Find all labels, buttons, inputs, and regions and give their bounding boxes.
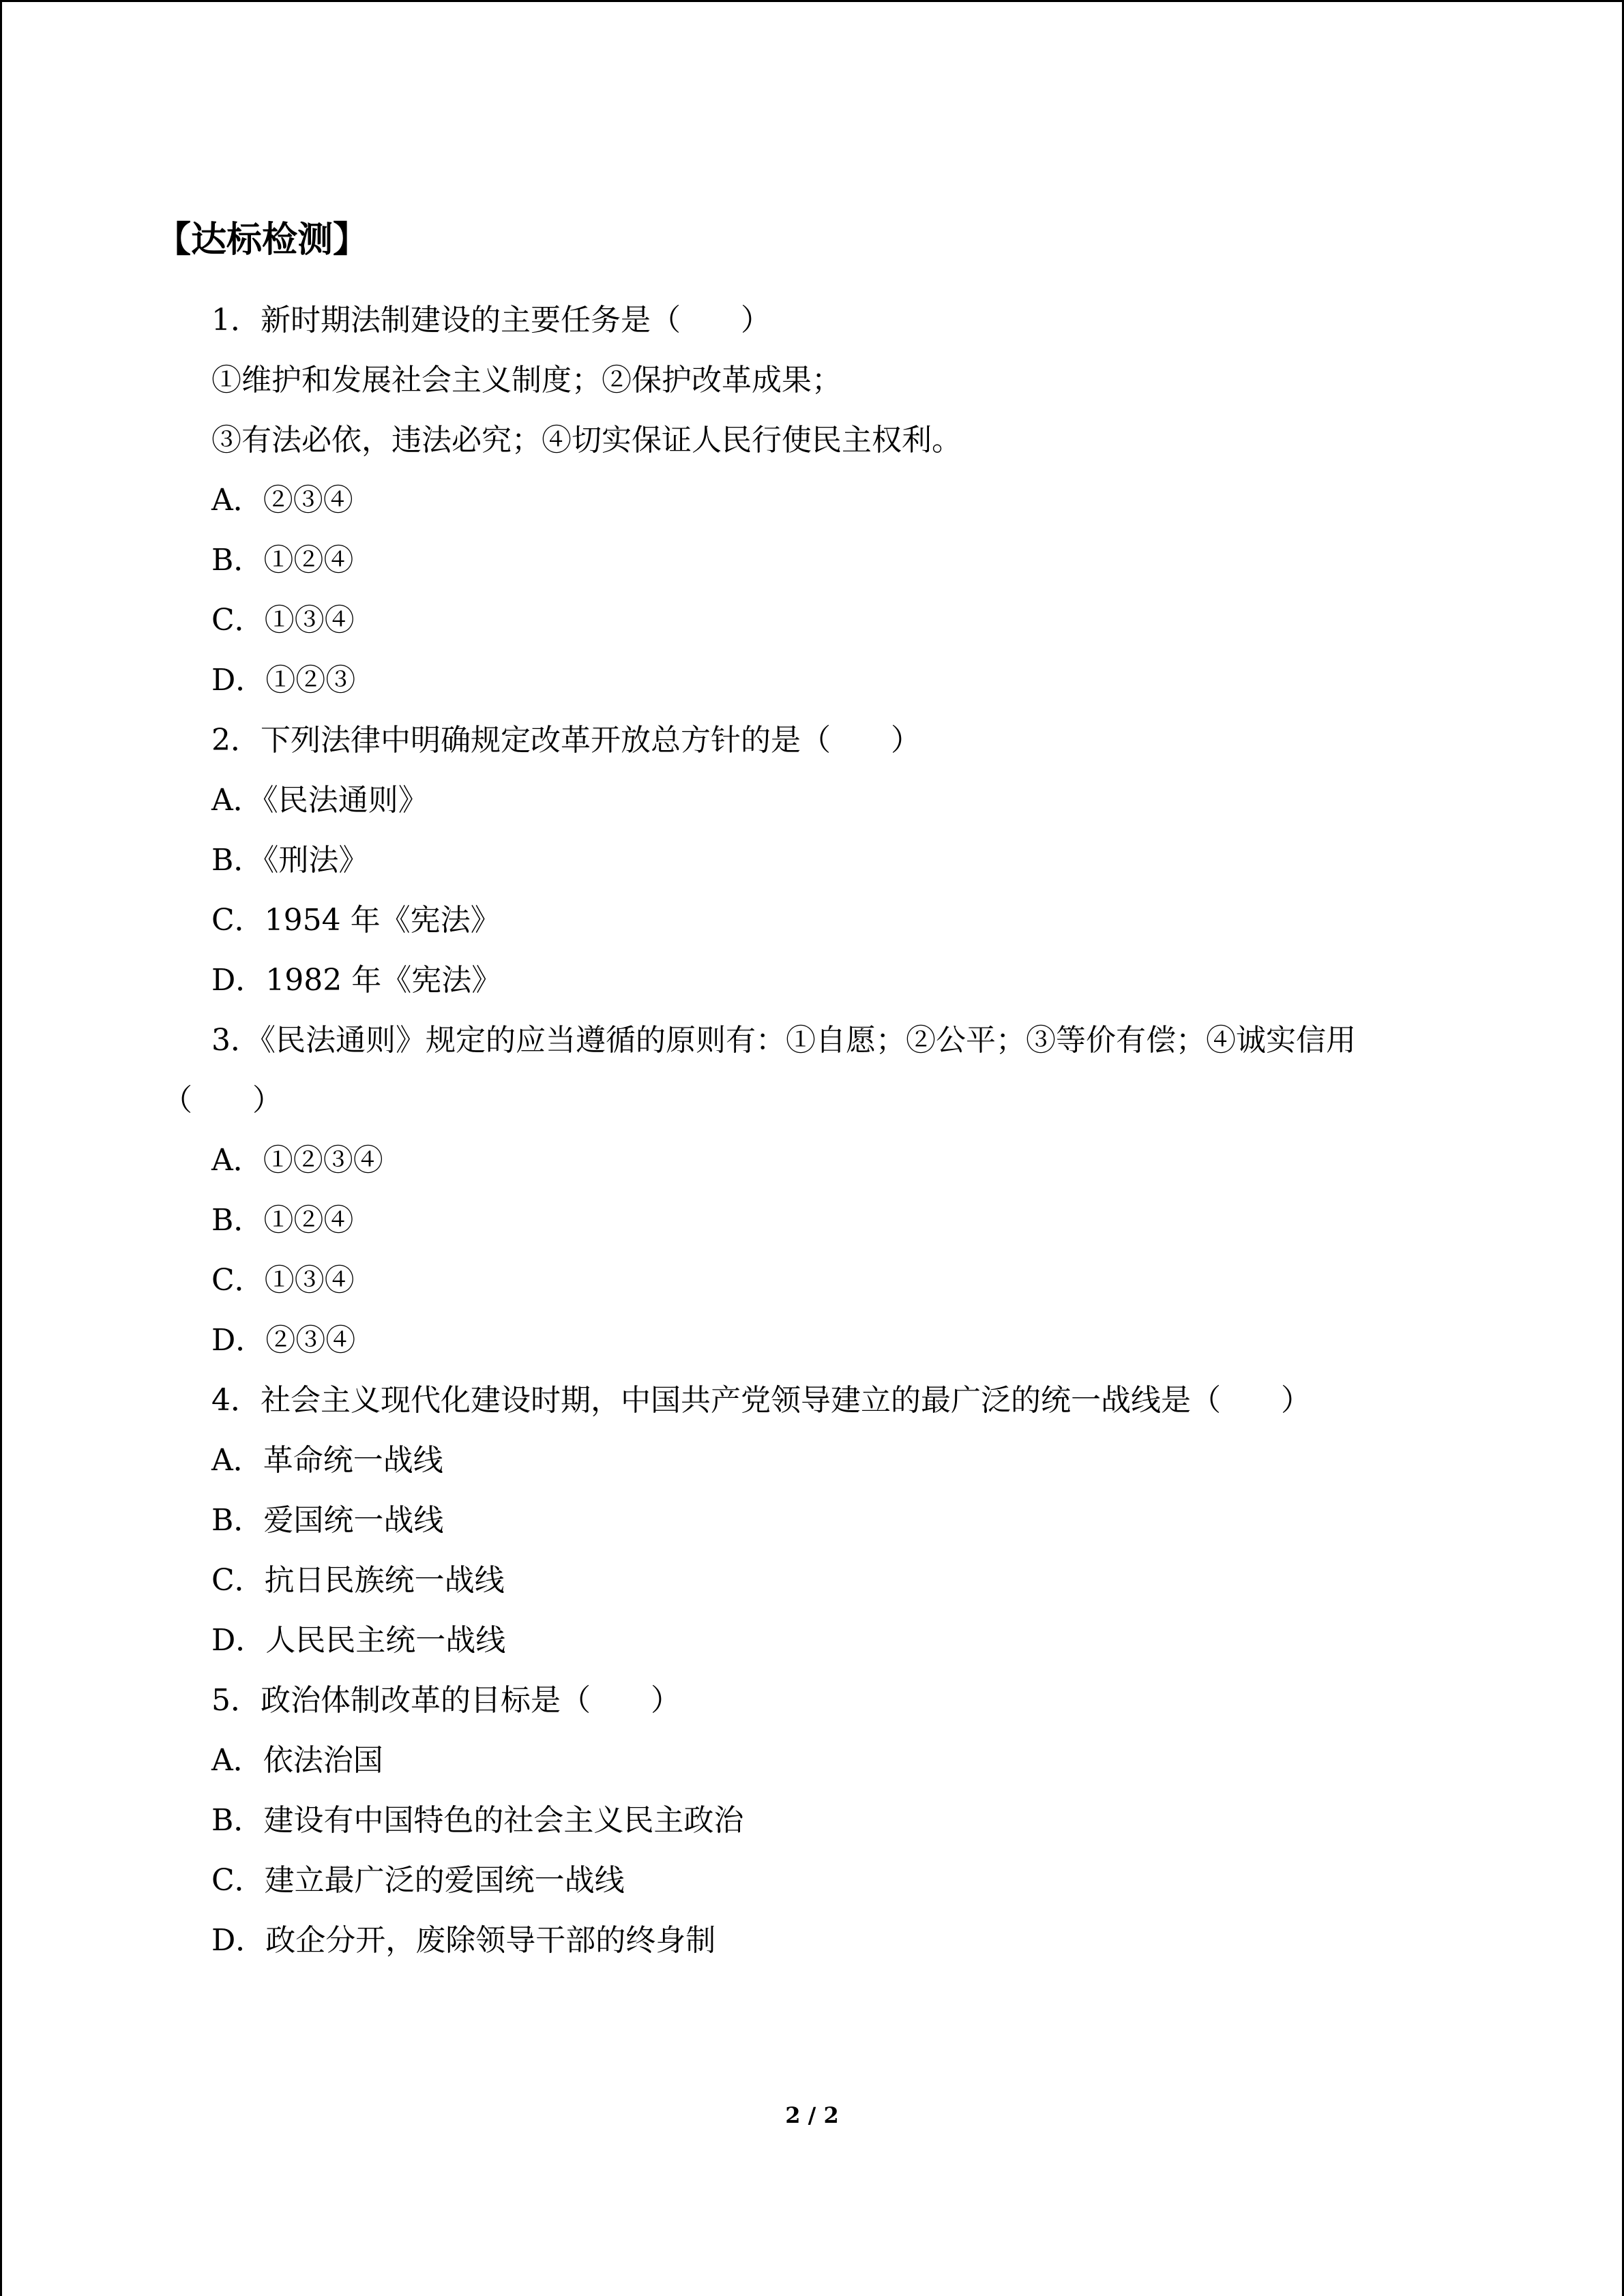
question-2-option-b: B．《刑法》 (211, 843, 369, 878)
question-1-option-d: D．①②③ (211, 663, 356, 698)
question-3-option-c: C．①③④ (211, 1263, 355, 1298)
question-1-note-1: ①维护和发展社会主义制度；②保护改革成果； (211, 363, 842, 398)
question-2-option-a: A．《民法通则》 (211, 783, 428, 818)
question-4-option-a: A．革命统一战线 (211, 1443, 443, 1478)
question-4-stem: 4．社会主义现代化建设时期，中国共产党领导建立的最广泛的统一战线是（ ） (211, 1383, 1311, 1418)
question-5-option-c: C．建立最广泛的爱国统一战线 (211, 1863, 625, 1898)
question-3-stem-continued: （ ） (162, 1083, 282, 1118)
question-2-option-c: C．1954 年《宪法》 (211, 903, 501, 938)
question-4-option-c: C．抗日民族统一战线 (211, 1563, 505, 1598)
question-2-option-d: D．1982 年《宪法》 (211, 963, 502, 998)
question-5-option-b: B．建设有中国特色的社会主义民主政治 (211, 1803, 744, 1838)
question-3-option-b: B．①②④ (211, 1203, 354, 1238)
question-3-option-d: D．②③④ (211, 1323, 356, 1358)
section-title: 【达标检测】 (156, 220, 369, 260)
question-5-option-a: A．依法治国 (211, 1743, 383, 1778)
question-5-option-d: D．政企分开，废除领导干部的终身制 (211, 1923, 716, 1958)
question-1-option-b: B．①②④ (211, 543, 354, 578)
page-number: 2 / 2 (785, 2102, 839, 2128)
question-3-option-a: A．①②③④ (211, 1143, 383, 1178)
question-1-note-2: ③有法必依，违法必究；④切实保证人民行使民主权利。 (211, 423, 962, 458)
question-1-option-a: A．②③④ (211, 483, 353, 518)
question-5-stem: 5．政治体制改革的目标是（ ） (211, 1683, 681, 1718)
question-2-stem: 2．下列法律中明确规定改革开放总方针的是（ ） (211, 723, 921, 758)
question-1-option-c: C．①③④ (211, 603, 355, 638)
question-4-option-d: D．人民民主统一战线 (211, 1623, 506, 1658)
question-4-option-b: B．爱国统一战线 (211, 1503, 444, 1538)
question-1-stem: 1．新时期法制建设的主要任务是（ ） (211, 303, 771, 338)
question-3-stem: 3．《民法通则》规定的应当遵循的原则有：①自愿；②公平；③等价有偿；④诚实信用 (211, 1023, 1356, 1058)
